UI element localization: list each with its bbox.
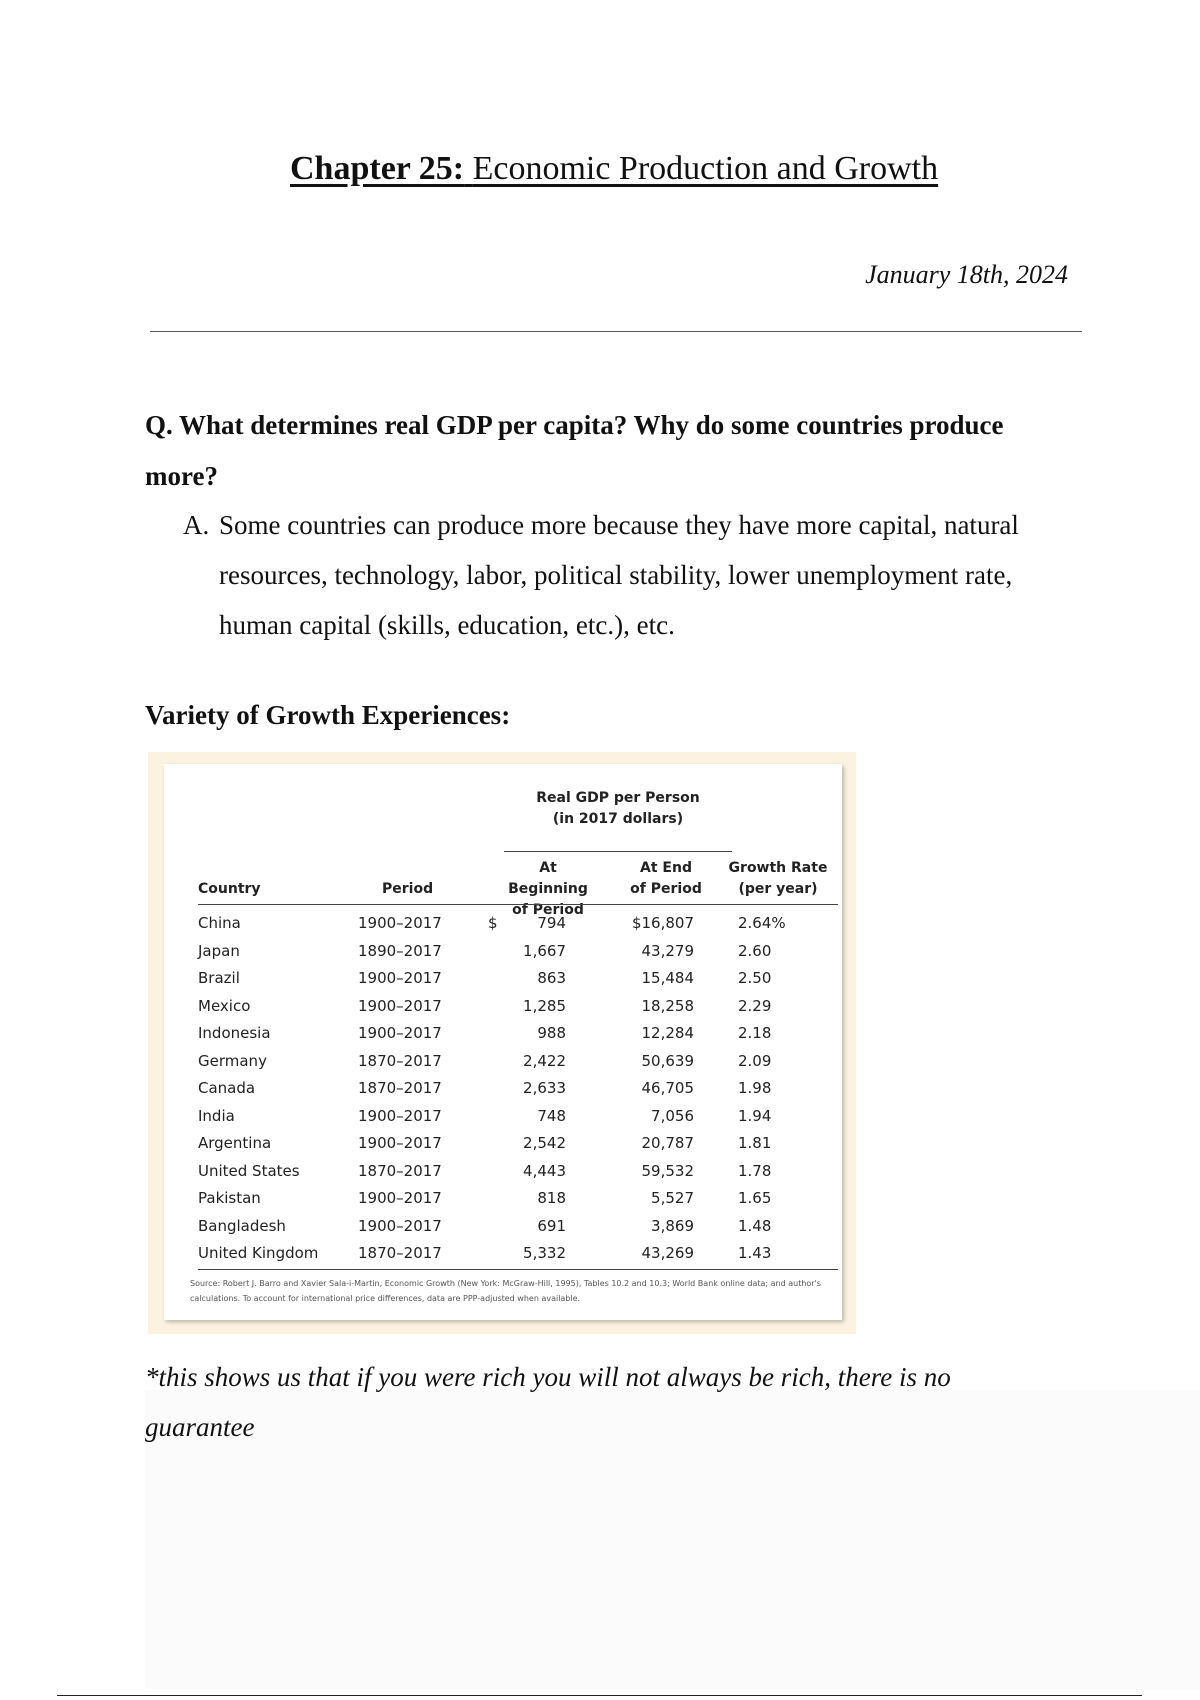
page-title [290, 150, 1050, 188]
cell-end: 43,269 [641, 1244, 694, 1262]
cell-growth: 1.65 [738, 1189, 772, 1207]
answer-text: Some countries can produce more because they have more capital, natural resources, technology, labor, political stability, lower unemployment rate, human capital (skills, education, etc.), etc. [219, 510, 1019, 640]
cell-country: India [198, 1106, 235, 1125]
cell-country: Indonesia [198, 1024, 271, 1042]
col-header-period: Period [382, 881, 434, 897]
table-row [198, 1130, 838, 1158]
cell-growth: 2.50 [738, 969, 772, 987]
cell-end: 18,258 [641, 996, 694, 1015]
cell-country: Brazil [198, 969, 240, 987]
cell-end: 3,869 [651, 1216, 694, 1235]
group-header-rule [504, 851, 732, 852]
footer-divider [57, 1695, 1142, 1696]
cell-begin: 2,542 [523, 1134, 566, 1152]
table-row [198, 1158, 838, 1186]
cell-country: United States [198, 1161, 300, 1180]
cell-country: Pakistan [198, 1189, 261, 1207]
cell-begin: 2,633 [523, 1079, 566, 1097]
cell-end: 15,484 [641, 969, 694, 987]
col-header-end-line2: of Period [630, 881, 702, 897]
cell-end: 46,705 [641, 1079, 694, 1097]
group-header-line1: Real GDP per Person [536, 790, 700, 806]
cell-growth: 1.94 [738, 1106, 772, 1125]
cell-end: 7,056 [651, 1106, 694, 1125]
table-row [198, 1020, 838, 1048]
cell-period: 1900–2017 [358, 996, 442, 1015]
table-bottom-rule [198, 1269, 838, 1270]
table-row [198, 938, 838, 966]
cell-growth: 2.18 [738, 1024, 772, 1042]
table-row [198, 993, 838, 1021]
cell-period: 1870–2017 [358, 1161, 442, 1180]
table-rows [198, 910, 838, 1268]
cell-period: 1900–2017 [358, 969, 442, 987]
cell-growth: 2.60 [738, 941, 772, 960]
question-text: Q. What determines real GDP per capita? Why do some countries produce more? [145, 410, 1004, 491]
answer-block [183, 500, 1063, 650]
col-header-end-line1: At End [640, 860, 692, 876]
col-header-growth-line1: Growth Rate [728, 860, 828, 876]
cell-begin: 691 [537, 1216, 566, 1235]
table-row [198, 965, 838, 993]
cell-growth: 2.64% [738, 914, 786, 932]
title-topic: Economic Production and Growth [472, 150, 939, 187]
cell-begin: 1,285 [523, 996, 566, 1015]
cell-country: Argentina [198, 1134, 272, 1152]
table-source-note: Source: Robert J. Barro and Xavier Sala-i-Martin, Economic Growth (New York: McGraw-Hill, 1995), Tables 10.2 and 10.3; World Bank online data; and author's calculations. To account for international price differences, data are PPP-adjusted when available. [190, 1279, 821, 1303]
cell-country: Canada [198, 1079, 256, 1097]
cell-end: 43,279 [641, 941, 694, 960]
answer-marker: A. [183, 510, 210, 540]
cell-end: 20,787 [641, 1134, 694, 1152]
cell-growth: 1.78 [738, 1161, 772, 1180]
cell-period: 1870–2017 [358, 1051, 442, 1070]
cell-country: Mexico [198, 996, 251, 1015]
cell-end: 59,532 [641, 1161, 694, 1180]
cell-growth: 1.48 [738, 1216, 772, 1235]
table-row [198, 1213, 838, 1241]
table-row [198, 1075, 838, 1103]
cell-period: 1870–2017 [358, 1079, 442, 1097]
col-header-country: Country [198, 881, 261, 897]
table-row [198, 1240, 838, 1268]
cell-country: China [198, 914, 241, 932]
cell-period: 1900–2017 [358, 1134, 442, 1152]
table-image-frame [148, 752, 856, 1334]
cell-growth: 1.43 [738, 1244, 772, 1262]
cell-begin: 818 [537, 1189, 566, 1207]
cell-end: 5,527 [651, 1189, 694, 1207]
cell-end: 50,639 [641, 1051, 694, 1070]
cell-begin: 4,443 [523, 1161, 566, 1180]
cell-growth: 1.98 [738, 1079, 772, 1097]
gdp-table [164, 764, 842, 1320]
cell-period: 1900–2017 [358, 1106, 442, 1125]
table-row [198, 1185, 838, 1213]
cell-country: United Kingdom [198, 1244, 319, 1262]
title-chapter: Chapter 25: [290, 150, 465, 187]
section-heading: Variety of Growth Experiences: [145, 700, 511, 730]
cell-begin: 863 [537, 969, 566, 987]
cell-begin: 2,422 [523, 1051, 566, 1070]
col-header-growth-line2: (per year) [738, 881, 818, 897]
cell-begin: 988 [537, 1024, 566, 1042]
cell-period: 1900–2017 [358, 1024, 442, 1042]
header-divider [150, 331, 1082, 332]
table-row [198, 910, 838, 938]
cell-growth: 2.09 [738, 1051, 772, 1070]
col-header-begin-line2: of Period [512, 902, 584, 918]
table-header-rule [198, 904, 838, 905]
cell-begin: 794 [537, 914, 566, 932]
cell-growth: 1.81 [738, 1134, 772, 1152]
cell-begin: 748 [537, 1106, 566, 1125]
table-row [198, 1048, 838, 1076]
cell-country: Bangladesh [198, 1216, 286, 1235]
cell-period: 1900–2017 [358, 1189, 442, 1207]
cell-period: 1870–2017 [358, 1244, 442, 1262]
col-header-end [618, 858, 714, 900]
note-text: *this shows us that if you were rich you will not always be rich, there is no guarantee [145, 1362, 951, 1442]
col-header-growth [728, 858, 828, 900]
cell-end: $16,807 [631, 914, 694, 932]
cell-country: Germany [198, 1051, 267, 1070]
col-header-begin-line1: At Beginning [508, 860, 588, 897]
cell-period: 1900–2017 [358, 1216, 442, 1235]
cell-begin: 5,332 [523, 1244, 566, 1262]
cell-country: Japan [198, 941, 240, 960]
cell-end: 12,284 [641, 1024, 694, 1042]
table-row [198, 1103, 838, 1131]
cell-period: 1900–2017 [358, 914, 442, 932]
group-header-line2: (in 2017 dollars) [552, 811, 684, 827]
cell-dollar-sign: $ [488, 914, 498, 932]
date-label: January 18th, 2024 [865, 260, 1068, 289]
cell-growth: 2.29 [738, 996, 772, 1015]
cell-begin: 1,667 [523, 941, 566, 960]
cell-period: 1890–2017 [358, 941, 442, 960]
